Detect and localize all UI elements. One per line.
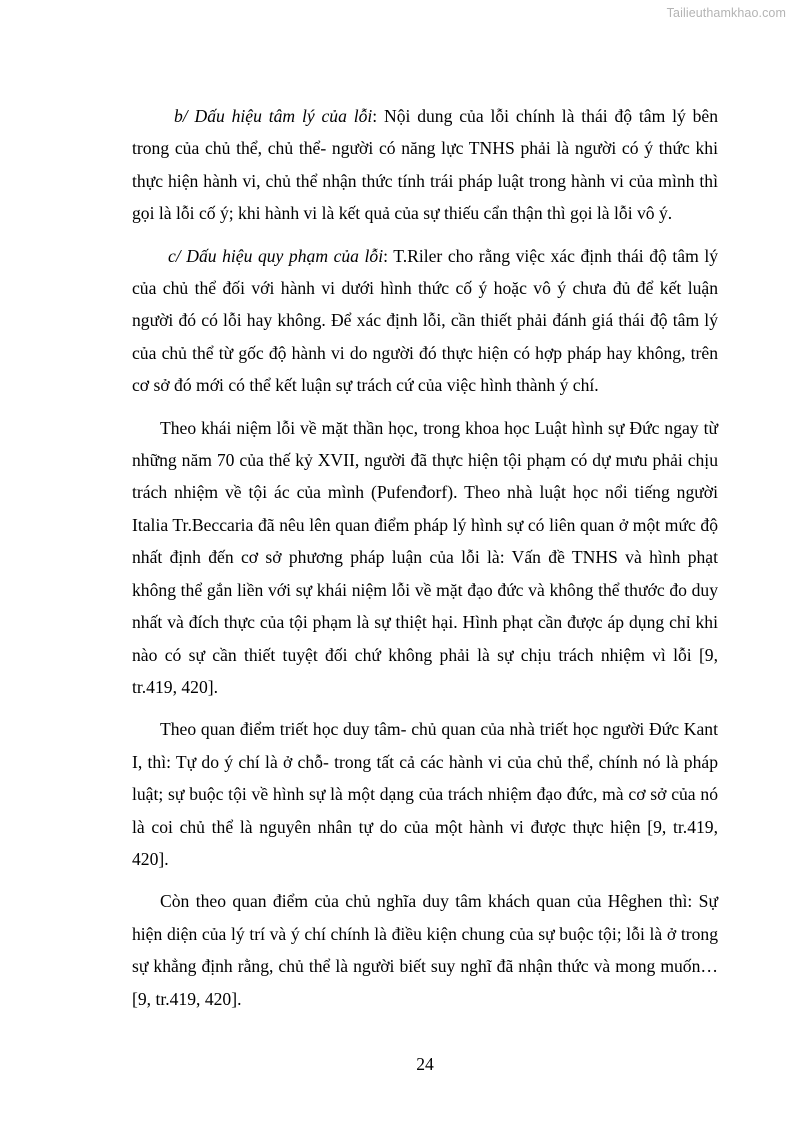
paragraph-text: : T.Riler cho rằng việc xác định thái độ tâm lý của chủ thể đối với hành vi dưới hình thức cố ý hoặc vô ý chưa đủ để kết luận người đó có lỗi hay không. Để xác định lỗi, cần thiết phải đánh giá thái độ tâm lý của chủ thể từ gốc độ hành vi do người đó thực hiện có hợp pháp hay không, trên cơ sở đó mới có thể kết luận sự trách cứ của việc hình thành ý chí. (132, 245, 719, 396)
paragraph-hegel: Còn theo quan điểm của chủ nghĩa duy tâm khách quan của Hêghen thì: Sự hiện diện của lý trí và ý chí chính là điều kiện chung của sự buộc tội; lỗi là ở trong sự khẳng định rằng, chủ thể là người biết suy nghĩ đã nhận thức và mong muốn…[9, tr.419, 420]. (132, 891, 718, 1009)
paragraph-normative-sign (132, 240, 718, 402)
watermark: Tailieuthamkhao.com (666, 6, 786, 20)
paragraph-lead: c/ Dấu hiệu quy phạm của lỗi (168, 245, 384, 266)
paragraph-psychological-sign (132, 100, 718, 230)
paragraph-kant: Theo quan điểm triết học duy tâm- chủ quan của nhà triết học người Đức Kant I, thì: Tự do ý chí là ở chỗ- trong tất cả các hành vi của chủ thể, chính nó là pháp luật; sự buộc tội về hình sự là một dạng của trách nhiệm đạo đức, mà cơ sở của nó là coi chủ thể là nguyên nhân tự do của một hành vi được thực hiện [9, tr.419, 420]. (132, 719, 718, 869)
paragraph-theology: Theo khái niệm lỗi về mặt thần học, trong khoa học Luật hình sự Đức ngay từ những năm 70 của thế kỷ XVII, người đã thực hiện tội phạm có dự mưu phải chịu trách nhiệm về tội ác của mình (Pufenđorf). Theo nhà luật học nổi tiếng người Italia Tr.Beccaria đã nêu lên quan điểm pháp lý hình sự có liên quan ở một mức độ nhất định đến cơ sở phương pháp luận của lỗi là: Vấn đề TNHS và hình phạt không thể gắn liền với sự khái niệm lỗi về mặt đạo đức và không thể thước đo duy nhất và đích thực của tội phạm là sự thiệt hại. Hình phạt cần được áp dụng chỉ khi nào có sự cần thiết tuyệt đối chứ không phải là sự chịu trách nhiệm vì lỗi [9, tr.419, 420]. (132, 417, 718, 697)
document-body (132, 100, 718, 1015)
page-number: 24 (416, 1054, 434, 1074)
paragraph-text: : Nội dung của lỗi chính là thái độ tâm lý bên trong của chủ thể, chủ thể- người có năng lực TNHS phải là người có ý thức khi thực hiện hành vi, chủ thể nhận thức tính trái pháp luật trong hành vi của mình thì gọi là lỗi cố ý; khi hành vi là kết quả của sự thiếu cẩn thận thì gọi là lỗi vô ý. (132, 106, 718, 224)
paragraph-lead: b/ Dấu hiệu tâm lý của lỗi (174, 106, 373, 126)
